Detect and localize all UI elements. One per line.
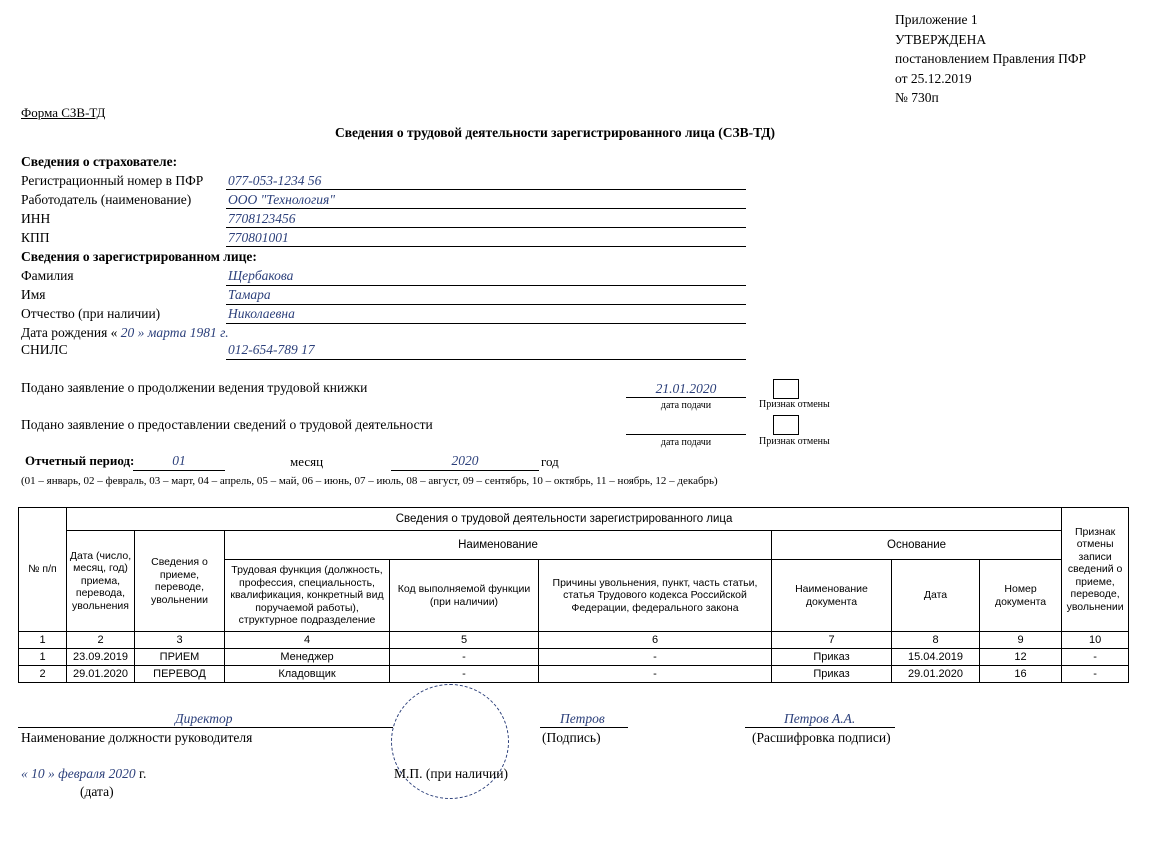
labor-activity-table [18, 507, 1129, 683]
form-name: Форма СЗВ-ТД [21, 105, 106, 120]
person-heading: Сведения о зарегистрированном лице: [21, 249, 257, 264]
cell-code: - [390, 649, 539, 666]
period-month-value: 01 [172, 453, 186, 468]
cell-code: - [390, 666, 539, 683]
cell-doc-date: 29.01.2020 [892, 666, 980, 683]
approval-line-1: Приложение 1 [895, 12, 978, 27]
cell-doc-date: 15.04.2019 [892, 649, 980, 666]
seal-label: М.П. (при наличии) [394, 766, 508, 781]
name-line [226, 304, 746, 305]
header-group-basis: Основание [772, 531, 1062, 560]
name-value: Тамара [228, 287, 271, 302]
page-title: Сведения о трудовой деятельности зарегистрированного лица (СЗВ-ТД) [334, 125, 776, 140]
period-year-value: 2020 [451, 453, 479, 468]
header-cancel: Признак отмены записи сведений о приеме, переводе, увольнении [1062, 508, 1129, 632]
kpp-value: 770801001 [228, 230, 289, 245]
employer-label: Работодатель (наименование) [21, 192, 192, 207]
cell-num: 1 [19, 649, 67, 666]
cell-doc-num: 12 [980, 649, 1062, 666]
provide-cancel-caption: Признак отмены [759, 436, 830, 447]
period-legend: (01 – январь, 02 – февраль, 03 – март, 04 – апрель, 05 – май, 06 – июнь, 07 – июль, 08 – август, 09 – сентябрь, 10 – октябрь, 11 – ноябрь, 12 – декабрь) [21, 475, 718, 487]
col-number: 9 [980, 632, 1062, 649]
employer-value: ООО "Технология" [228, 192, 335, 207]
decode-value: Петров А.А. [784, 711, 856, 726]
name-label: Имя [21, 287, 46, 302]
provide-date-line [626, 434, 746, 435]
cell-reasons: - [539, 649, 772, 666]
continue-cancel-checkbox[interactable] [773, 379, 799, 399]
sign-date-open: « [21, 766, 28, 781]
kpp-line [226, 246, 746, 247]
header-doc-name: Наименование документа [772, 560, 892, 632]
header-doc-date: Дата [892, 560, 980, 632]
continue-date-line [626, 397, 746, 398]
insurer-heading: Сведения о страхователе: [21, 154, 178, 169]
cell-doc-num: 16 [980, 666, 1062, 683]
approval-line-4: от 25.12.2019 [895, 70, 972, 86]
col-number: 4 [225, 632, 390, 649]
surname-line [226, 285, 746, 286]
approval-line-3: постановлением Правления ПФР [895, 51, 1086, 66]
col-number: 3 [135, 632, 225, 649]
approval-line-5: № 730п [895, 90, 939, 105]
period-month-line [133, 470, 225, 471]
cell-info: ПЕРЕВОД [135, 666, 225, 683]
provide-application-label: Подано заявление о предоставлении сведений о трудовой деятельности [21, 417, 433, 432]
period-year-label: год [541, 454, 559, 469]
col-number: 2 [67, 632, 135, 649]
col-number: 5 [390, 632, 539, 649]
patronymic-value: Николаевна [228, 306, 295, 321]
cell-date: 29.01.2020 [67, 666, 135, 683]
column-numbers-row [19, 632, 1129, 649]
inn-value: 7708123456 [228, 211, 296, 226]
cell-cancel: - [1062, 649, 1129, 666]
decode-line [745, 727, 895, 728]
header-code: Код выполняемой функции (при наличии) [390, 560, 539, 632]
continue-date-caption: дата подачи [660, 400, 712, 411]
header-group-title: Сведения о трудовой деятельности зарегистрированного лица [67, 508, 1062, 531]
patronymic-label: Отчество (при наличии) [21, 306, 161, 321]
employer-line [226, 208, 746, 209]
position-line [18, 727, 393, 728]
header-reasons: Причины увольнения, пункт, часть статьи, статья Трудового кодекса Российской Федерации, федерального закона [539, 560, 772, 632]
period-month-label: месяц [290, 454, 324, 469]
cell-reasons: - [539, 666, 772, 683]
inn-label: ИНН [21, 211, 51, 226]
cell-function: Кладовщик [225, 666, 390, 683]
position-label: Наименование должности руководителя [21, 730, 253, 745]
col-number: 8 [892, 632, 980, 649]
col-number: 6 [539, 632, 772, 649]
header-function: Трудовая функция (должность, профессия, специальность, квалификация, конкретный вид поручаемой работы), структурное подразделение [225, 560, 390, 632]
signature-value: Петров [560, 711, 605, 726]
cell-num: 2 [19, 666, 67, 683]
patronymic-line [226, 323, 746, 324]
approval-line-2: УТВЕРЖДЕНА [895, 31, 987, 47]
provide-cancel-checkbox[interactable] [773, 415, 799, 435]
snils-value: 012-654-789 17 [228, 342, 315, 357]
sign-date-label: (дата) [80, 784, 114, 799]
sign-date-close: » [48, 766, 55, 781]
surname-label: Фамилия [21, 268, 74, 283]
continue-application-label: Подано заявление о продолжении ведения трудовой книжки [21, 380, 368, 395]
reg-number-label: Регистрационный номер в ПФР [21, 173, 204, 188]
cell-info: ПРИЕМ [135, 649, 225, 666]
reg-number-value: 077-053-1234 56 [228, 173, 322, 188]
approval-block [895, 10, 1086, 108]
decode-label: (Расшифровка подписи) [752, 730, 891, 745]
position-value: Директор [175, 711, 233, 726]
period-label: Отчетный период: [25, 453, 135, 468]
continue-application-date: 21.01.2020 [655, 381, 717, 396]
snils-line [226, 359, 746, 360]
cell-date: 23.09.2019 [67, 649, 135, 666]
sign-date-year-suffix: г. [138, 766, 147, 781]
birth-date [21, 325, 229, 341]
col-number: 7 [772, 632, 892, 649]
inn-line [226, 227, 746, 228]
signature-label: (Подпись) [542, 730, 601, 745]
kpp-label: КПП [21, 230, 50, 245]
cell-cancel: - [1062, 666, 1129, 683]
table-row [19, 666, 1129, 683]
header-doc-num: Номер документа [980, 560, 1062, 632]
header-num: № п/п [19, 508, 67, 632]
header-info: Сведения о приеме, переводе, увольнении [135, 531, 225, 632]
cell-doc-name: Приказ [772, 649, 892, 666]
cell-function: Менеджер [225, 649, 390, 666]
reg-number-line [226, 189, 746, 190]
birth-date-label: Дата рождения « [21, 325, 118, 340]
period-year-line [391, 470, 539, 471]
sign-date-rest: февраля 2020 [58, 766, 136, 781]
header-group-name: Наименование [225, 531, 772, 560]
header-date: Дата (число, месяц, год) приема, перевода, увольнения [67, 531, 135, 632]
snils-label: СНИЛС [21, 342, 68, 357]
continue-cancel-caption: Признак отмены [759, 399, 830, 410]
cell-doc-name: Приказ [772, 666, 892, 683]
birth-rest: » марта 1981 г. [137, 325, 229, 340]
surname-value: Щербакова [228, 268, 294, 283]
sign-date [21, 766, 146, 782]
table-row [19, 649, 1129, 666]
col-number: 10 [1062, 632, 1129, 649]
col-number: 1 [19, 632, 67, 649]
signature-line [540, 727, 628, 728]
sign-date-day: 10 [31, 766, 45, 781]
provide-date-caption: дата подачи [660, 437, 712, 448]
birth-day: 20 [120, 325, 135, 340]
